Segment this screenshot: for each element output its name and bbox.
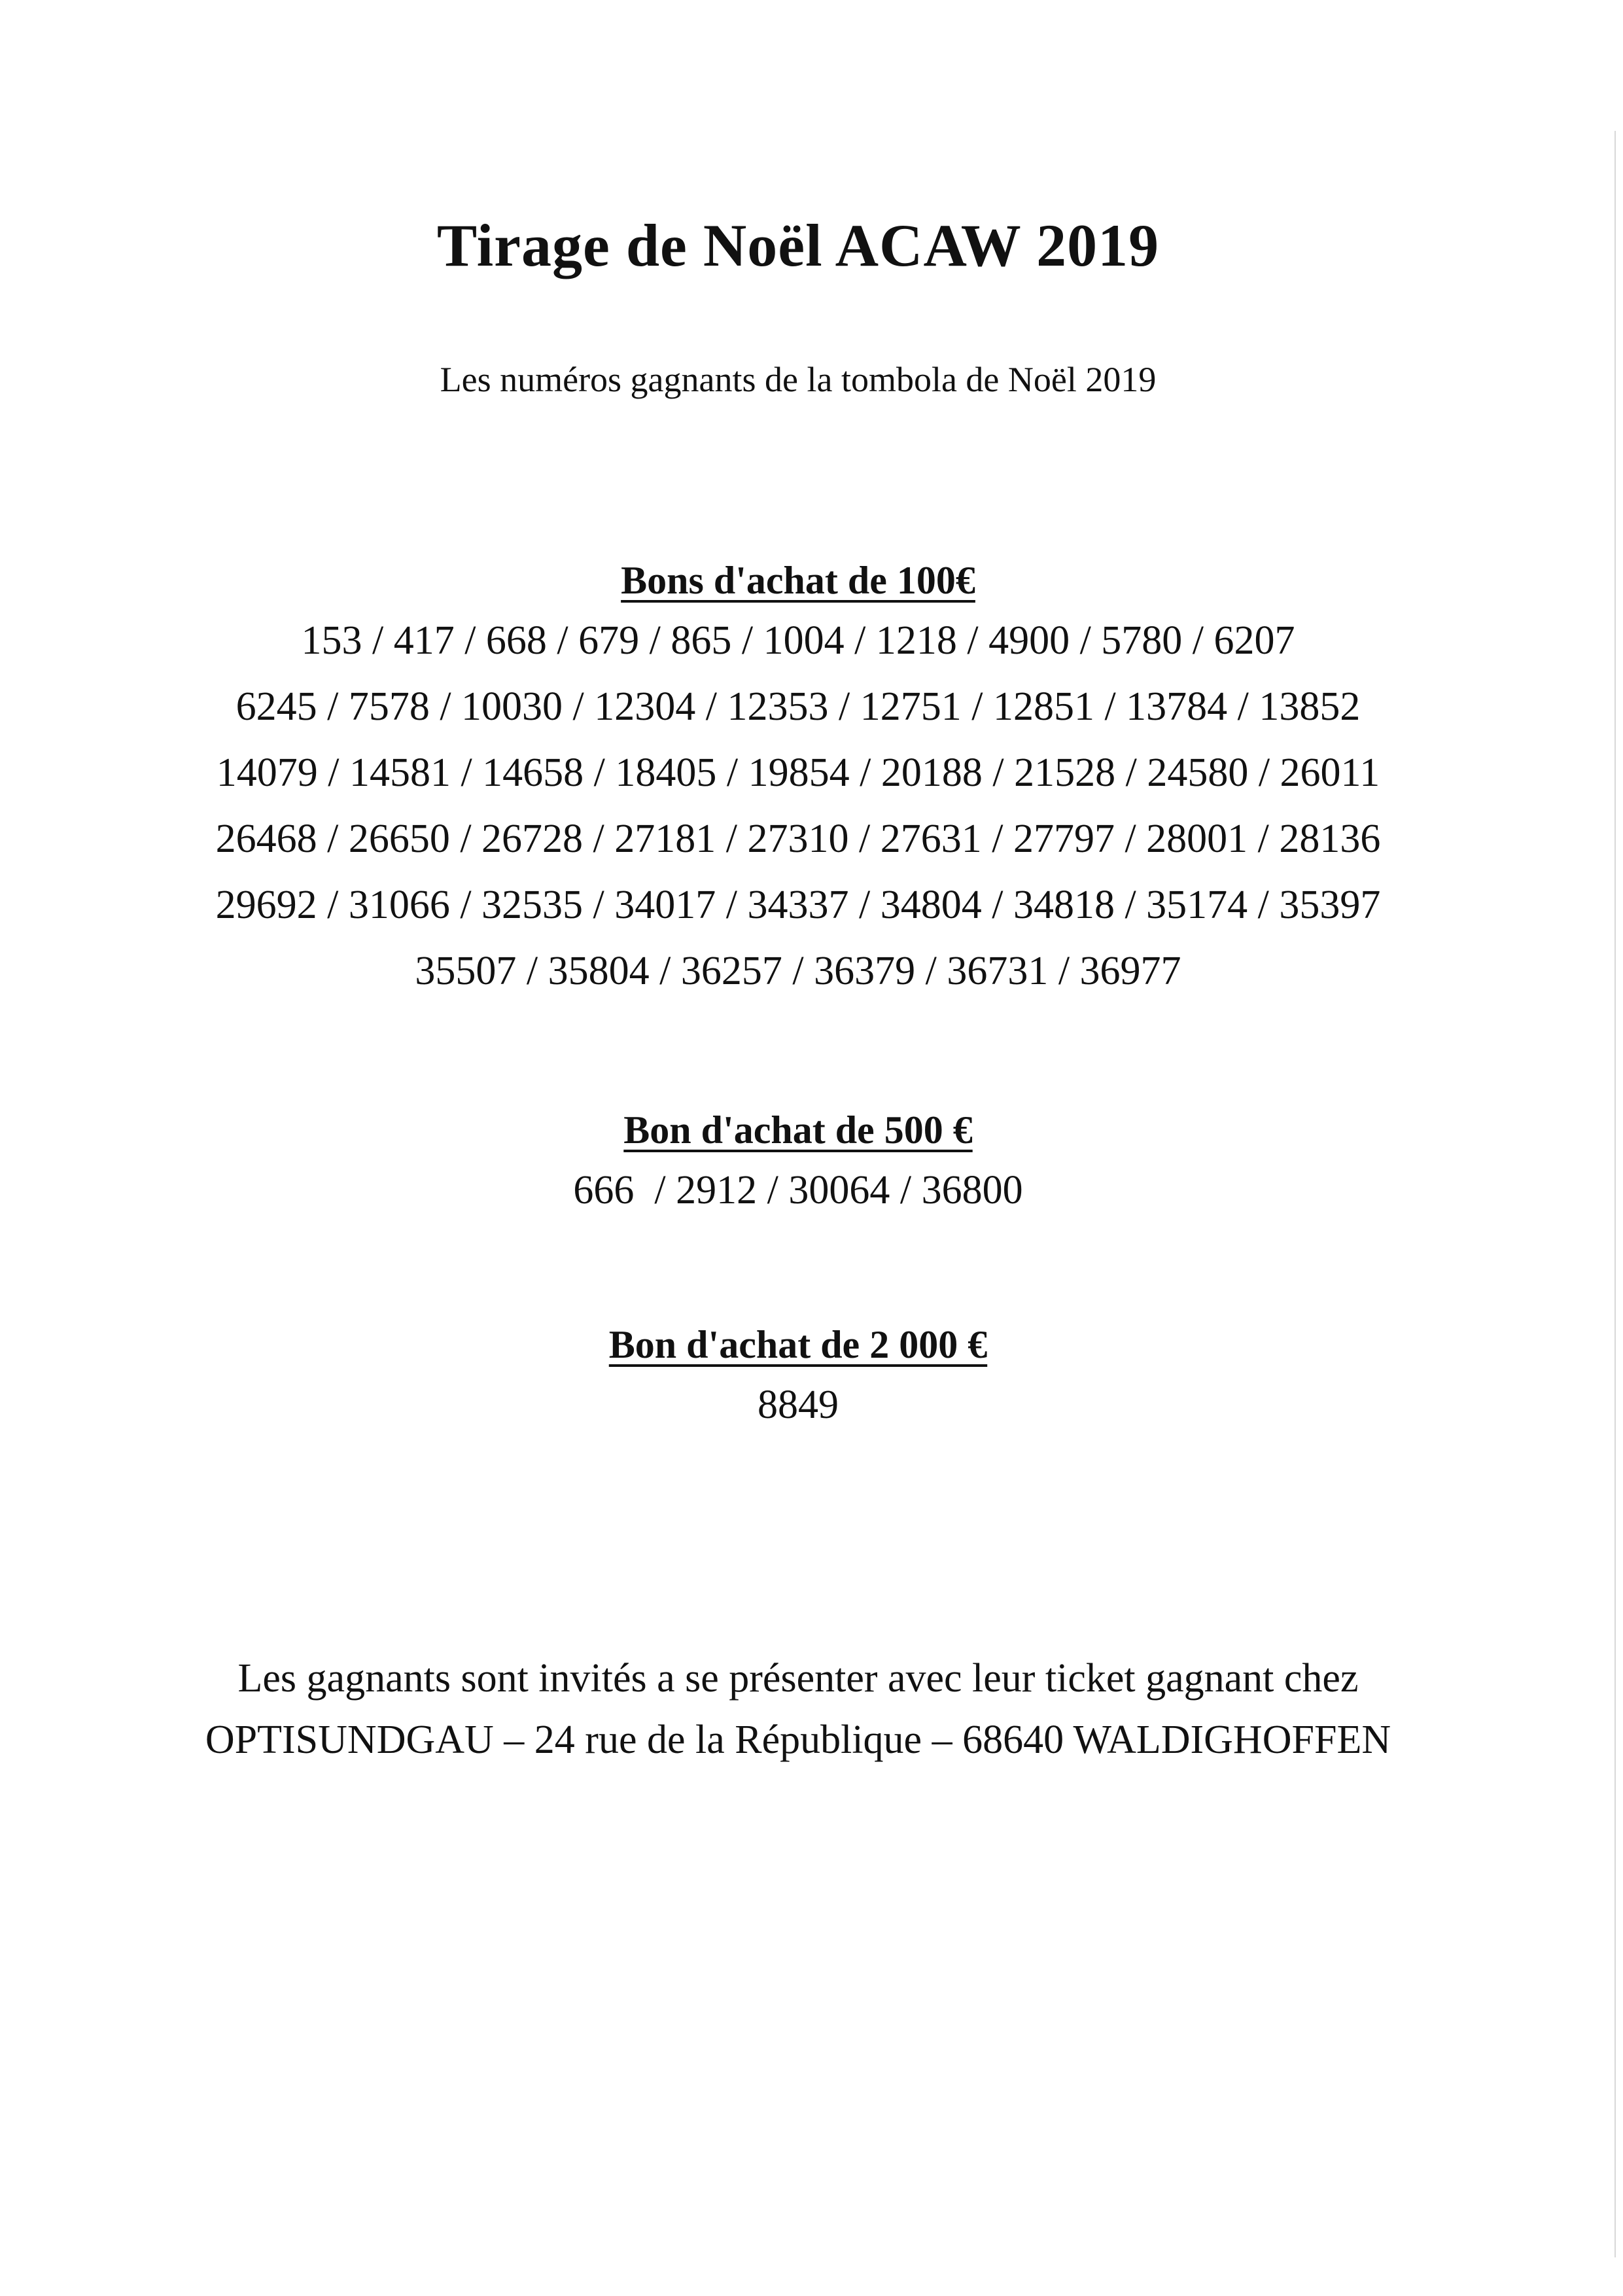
prize-section-100 [0,553,1596,1004]
winning-numbers-100 [0,608,1596,1004]
number-line: 14079 / 14581 / 14658 / 18405 / 19854 / 20188 / 21528 / 24580 / 26011 [216,751,1380,795]
footer-note [0,1648,1596,1771]
prize-heading-2000: Bon d'achat de 2 000 € [608,1323,988,1366]
winning-numbers-500 [0,1157,1596,1224]
number-line: 26468 / 26650 / 26728 / 27181 / 27310 / 27631 / 27797 / 28001 / 28136 [215,817,1381,861]
number-line: 153 / 417 / 668 / 679 / 865 / 1004 / 1218 / 4900 / 5780 / 6207 [301,618,1295,663]
prize-heading-100: Bons d'achat de 100€ [621,559,975,602]
number-line: 29692 / 31066 / 32535 / 34017 / 34337 / 34804 / 34818 / 35174 / 35397 [215,883,1381,927]
prize-section-500 [0,1103,1596,1224]
footer-address: OPTISUNDGAU – 24 rue de la République – 68640 WALDIGHOFFEN [205,1718,1391,1762]
number-line: 35507 / 35804 / 36257 / 36379 / 36731 / 36977 [415,949,1181,993]
prize-section-2000 [0,1317,1596,1438]
page-title: Tirage de Noël ACAW 2019 [436,212,1160,279]
number-line: 8849 [758,1383,839,1427]
number-line: 6245 / 7578 / 10030 / 12304 / 12353 / 12751 / 12851 / 13784 / 13852 [236,684,1361,729]
scan-edge-divider [1614,131,1616,2257]
winning-numbers-2000 [0,1372,1596,1438]
prize-heading-500: Bon d'achat de 500 € [623,1108,973,1152]
number-line: 666 / 2912 / 30064 / 36800 [573,1168,1023,1212]
page-subtitle: Les numéros gagnants de la tombola de Noël 2019 [440,360,1157,399]
footer-line-1: Les gagnants sont invités a se présenter avec leur ticket gagnant chez [237,1656,1359,1701]
